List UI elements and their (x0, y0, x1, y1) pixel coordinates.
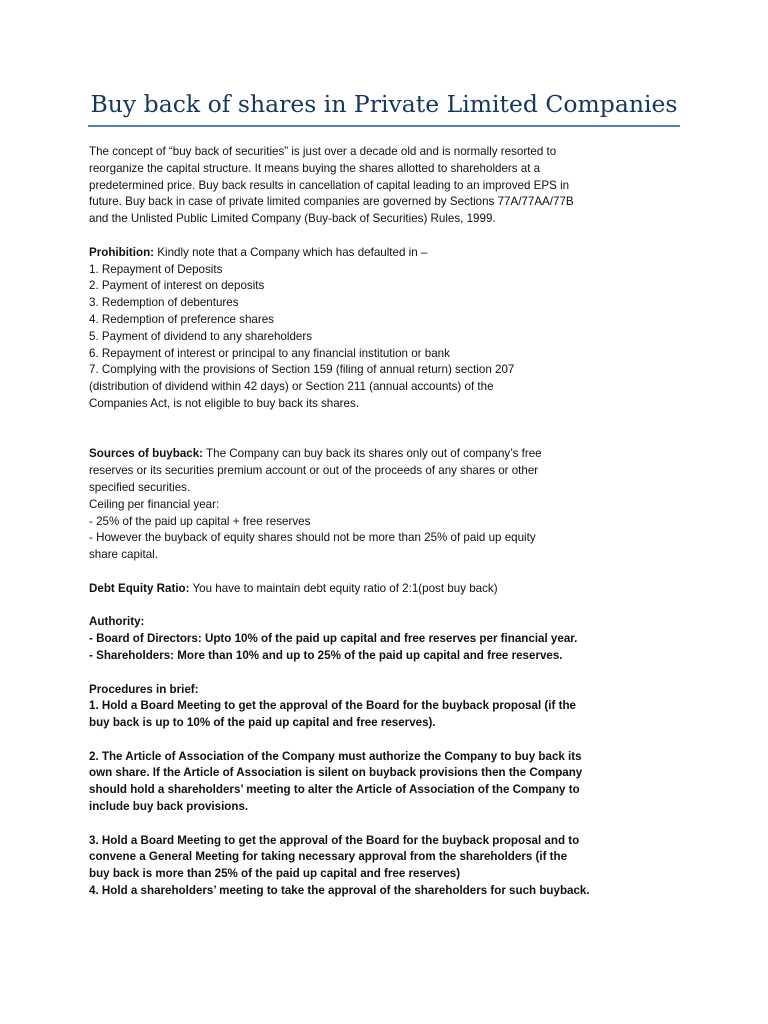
procedure-step-1 (89, 682, 689, 732)
procedure-line: buy back is up to 10% of the paid up capital and free reserves). (89, 716, 436, 730)
procedures-section (89, 682, 689, 900)
intro-line: and the Unlisted Public Limited Company (Buy-back of Securities) Rules, 1999. (89, 212, 496, 226)
debt-equity-heading: Debt Equity Ratio: (89, 581, 190, 595)
procedure-line: should hold a shareholders’ meeting to alter the Article of Association of the Company to (89, 783, 580, 797)
sources-line: Ceiling per financial year: (89, 497, 220, 511)
debt-equity-line (89, 581, 689, 598)
procedure-line: buy back is more than 25% of the paid up capital and free reserves) (89, 867, 461, 881)
sources-section (89, 446, 689, 564)
debt-equity-text: You have to maintain debt equity ratio of 2:1(post buy back) (189, 581, 498, 595)
prohibition-item: (distribution of dividend within 42 days) or Section 211 (annual accounts) of the (89, 380, 494, 394)
prohibition-heading: Prohibition: (89, 245, 155, 259)
intro-line: predetermined price. Buy back results in cancellation of capital leading to an improved EPS in (89, 178, 570, 192)
prohibition-item: 7. Complying with the provisions of Section 159 (filing of annual return) section 207 (89, 363, 515, 377)
prohibition-lead: Kindly note that a Company which has defaulted in – (154, 245, 428, 259)
authority-line: - Shareholders: More than 10% and up to 25% of the paid up capital and free reserves. (89, 648, 563, 662)
procedure-line: 2. The Article of Association of the Company must authorize the Company to buy back its (89, 749, 582, 763)
authority-section (89, 614, 689, 664)
prohibition-heading-line (89, 245, 689, 262)
procedure-step-3 (89, 833, 689, 900)
procedure-line: include buy back provisions. (89, 800, 249, 814)
sources-line: specified securities. (89, 480, 191, 494)
sources-lead: The Company can buy back its shares only out of company’s free (203, 447, 542, 461)
debt-equity-section (89, 581, 689, 598)
procedure-step-4: 4. Hold a shareholders’ meeting to take the approval of the shareholders for such buyback. (89, 884, 590, 898)
procedure-line: 3. Hold a Board Meeting to get the approval of the Board for the buyback proposal and to (89, 833, 580, 847)
sources-line: share capital. (89, 548, 158, 562)
intro-paragraph (89, 144, 689, 228)
authority-line: - Board of Directors: Upto 10% of the paid up capital and free reserves per financial year. (89, 632, 578, 646)
prohibition-section (89, 245, 689, 413)
intro-line: reorganize the capital structure. It means buying the shares allotted to shareholders at a (89, 161, 541, 175)
procedure-line: convene a General Meeting for taking necessary approval from the shareholders (if the (89, 850, 568, 864)
sources-line: - 25% of the paid up capital + free reserves (89, 514, 311, 528)
procedure-step-2 (89, 749, 689, 816)
authority-heading: Authority: (89, 615, 145, 629)
prohibition-item: Companies Act, is not eligible to buy back its shares. (89, 396, 360, 410)
prohibition-item: 1. Repayment of Deposits (89, 262, 223, 276)
sources-heading: Sources of buyback: (89, 447, 204, 461)
page-title: Buy back of shares in Private Limited Companies (90, 90, 678, 118)
sources-line: - However the buyback of equity shares should not be more than 25% of paid up equity (89, 531, 536, 545)
title-underline (88, 125, 680, 127)
procedure-line: own share. If the Article of Association is silent on buyback provisions then the Company (89, 766, 583, 780)
prohibition-item: 4. Redemption of preference shares (89, 312, 274, 326)
prohibition-item: 5. Payment of dividend to any shareholders (89, 329, 312, 343)
procedure-line: 1. Hold a Board Meeting to get the approval of the Board for the buyback proposal (if the (89, 699, 576, 713)
intro-line: future. Buy back in case of private limited companies are governed by Sections 77A/77AA/77B (89, 195, 574, 209)
sources-line: reserves or its securities premium account or out of the proceeds of any shares or other (89, 464, 539, 478)
prohibition-item: 6. Repayment of interest or principal to any financial institution or bank (89, 346, 450, 360)
sources-heading-line (89, 446, 689, 463)
document-body (89, 144, 689, 900)
intro-line: The concept of “buy back of securities” is just over a decade old and is normally resorted to (89, 145, 557, 158)
procedures-heading: Procedures in brief: (89, 682, 199, 696)
prohibition-item: 3. Redemption of debentures (89, 296, 239, 310)
prohibition-item: 2. Payment of interest on deposits (89, 279, 265, 293)
